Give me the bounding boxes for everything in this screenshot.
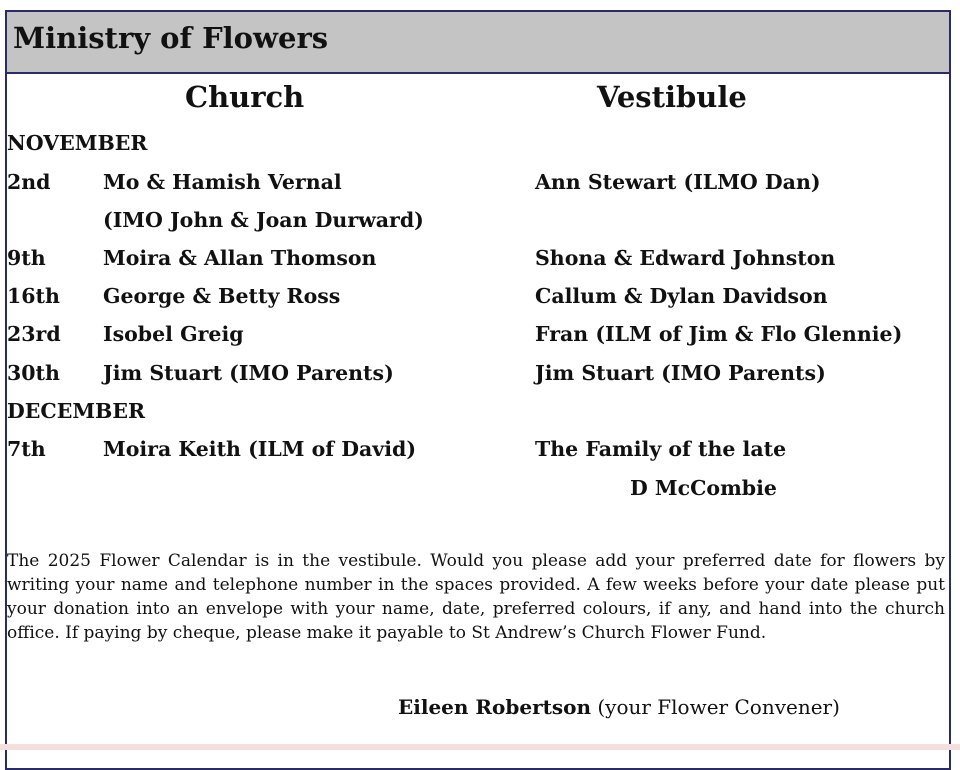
signature <box>398 695 840 719</box>
rota-vestibule-donor: Ann Stewart (ILMO Dan) <box>535 170 821 194</box>
page-title: Ministry of Flowers <box>13 21 329 55</box>
rota-vestibule-donor: Jim Stuart (IMO Parents) <box>535 361 826 385</box>
rota-vestibule-donor: D McCombie <box>630 476 777 500</box>
convener-name: Eileen Robertson <box>398 695 591 719</box>
rota-church-donor: Moira Keith (ILM of David) <box>103 437 417 461</box>
rota-vestibule-donor: Shona & Edward Johnston <box>535 246 836 270</box>
page-bottom-edge <box>0 744 960 750</box>
rota-church-donor: Isobel Greig <box>103 322 244 346</box>
flower-calendar-notice: The 2025 Flower Calendar is in the vestibule. Would you please add your preferred date for flowers by writing your name and telephone number in the spaces provided. A few weeks before your date please put your donation into an envelope with your name, date, preferred colours, if any, and hand into the church office. If paying by cheque, please make it payable to St Andrew’s Church Flower Fund. <box>7 551 945 643</box>
rota-church-donor: (IMO John & Joan Durward) <box>103 208 424 232</box>
rota-date: 23rd <box>7 322 61 346</box>
rota-church-donor: Jim Stuart (IMO Parents) <box>103 361 394 385</box>
header-bar <box>7 12 949 74</box>
rota-date: 30th <box>7 361 60 385</box>
rota-date: 2nd <box>7 170 51 194</box>
rota-vestibule-donor: The Family of the late <box>535 437 787 461</box>
rota-vestibule-donor: Callum & Dylan Davidson <box>535 284 828 308</box>
month-heading-november: NOVEMBER <box>7 131 148 155</box>
rota-vestibule-donor: Fran (ILM of Jim & Flo Glennie) <box>535 322 903 346</box>
rota-date: 7th <box>7 437 46 461</box>
convener-role: (your Flower Convener) <box>590 695 840 719</box>
month-heading-december: DECEMBER <box>7 399 146 423</box>
rota-church-donor: Mo & Hamish Vernal <box>103 170 342 194</box>
column-heading-church: Church <box>185 80 305 114</box>
rota-church-donor: Moira & Allan Thomson <box>103 246 377 270</box>
rota-date: 16th <box>7 284 60 308</box>
rota-church-donor: George & Betty Ross <box>103 284 341 308</box>
flowers-notice-box <box>5 10 951 770</box>
rota-date: 9th <box>7 246 46 270</box>
column-heading-vestibule: Vestibule <box>597 80 747 114</box>
